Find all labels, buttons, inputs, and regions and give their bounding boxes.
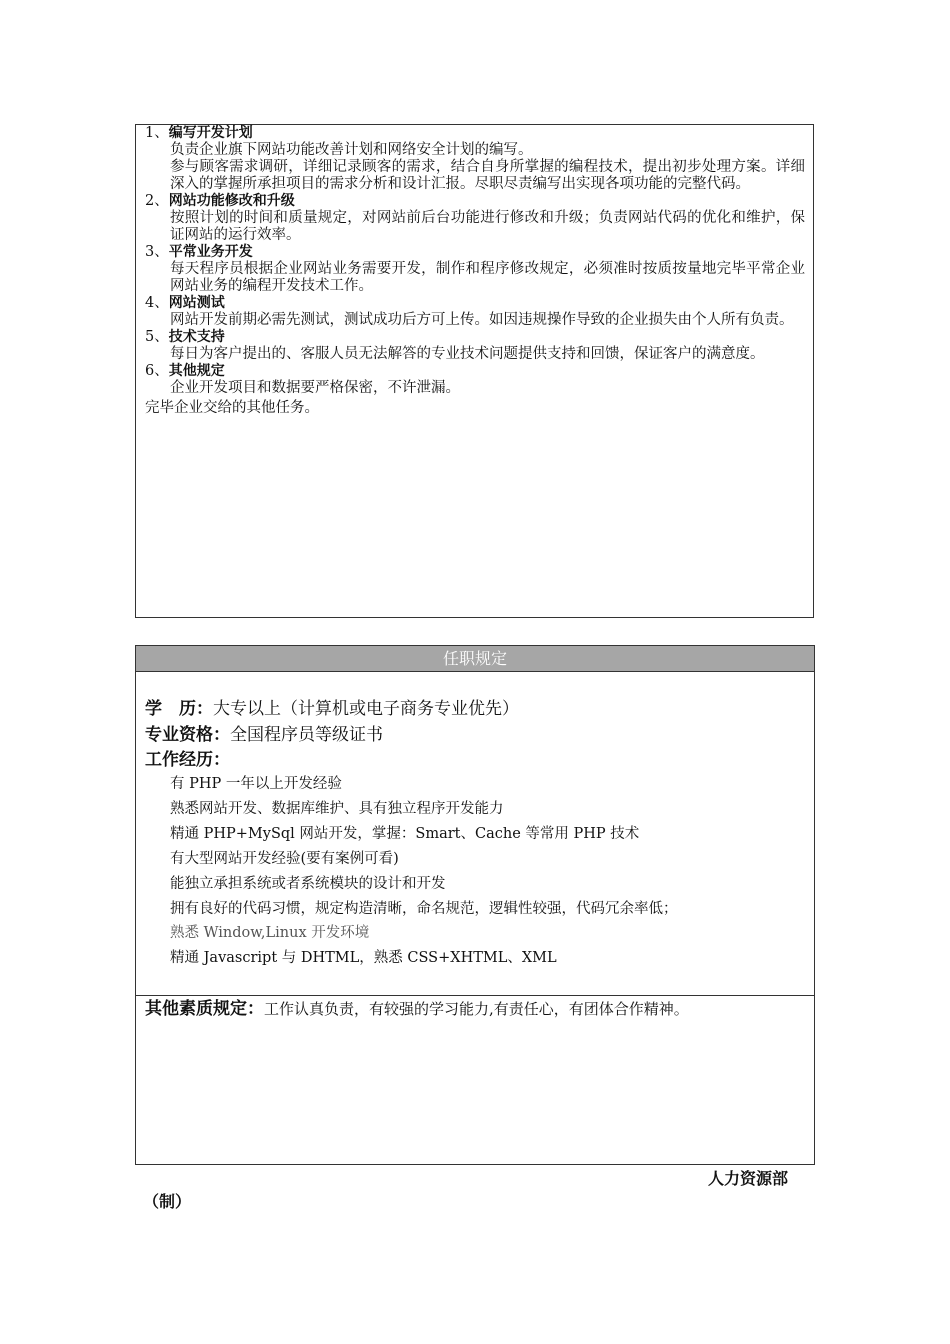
duty-text: 每天程序员根据企业网站业务需要开发，制作和程序修改规定，必须准时按质按量地完毕平常企业网站业务的编程开发技术工作。	[170, 261, 805, 294]
experience-item: 能独立承担系统或者系统模块的设计和开发	[170, 876, 446, 892]
job-duties-box	[135, 124, 814, 618]
experience-label: 工作经历：	[145, 750, 230, 770]
duty-text: 参与顾客需求调研，详细记录顾客的需求，结合自身所掌握的编程技术，提出初步处理方案。详细深入的掌握所承担项目的需求分析和设计汇报。尽职尽责编写出实现各项功能的完整代码。	[170, 159, 805, 192]
requirements-content	[136, 672, 814, 1019]
other-qualities-value-tail: 有责任心，有团体合作精神。	[493, 1000, 689, 1018]
requirements-table	[135, 645, 815, 1165]
qualification-value: 全国程序员等级证书	[230, 725, 383, 745]
experience-item: 熟悉 Window,Linux 开发环境	[170, 925, 370, 941]
duty-title: 网站测试	[168, 295, 225, 311]
experience-item: 有 PHP 一年以上开发经验	[170, 776, 342, 792]
other-qualities-row	[145, 998, 689, 1020]
duty-item	[145, 193, 805, 244]
duty-heading	[145, 244, 805, 261]
duty-text: 按照计划的时间和质量规定，对网站前后台功能进行修改和升级；负责网站代码的优化和维护，保证网站的运行效率。	[170, 210, 805, 243]
duty-number: 3、	[145, 244, 169, 260]
duty-text: 网站开发前期必需先测试，测试成功后方可上传。如因违规操作导致的企业损失由个人所有负责。	[170, 312, 794, 328]
duty-item	[145, 244, 805, 295]
duty-number: 1、	[145, 125, 169, 141]
duty-text: 企业开发项目和数据要严格保密，不许泄漏。	[170, 380, 460, 396]
department-signature: 人力资源部	[708, 1169, 789, 1188]
duty-heading	[145, 193, 805, 210]
experience-item: 拥有良好的代码习惯，规定构造清晰，命名规范，逻辑性较强，代码冗余率低；	[170, 901, 678, 917]
duty-title: 网站功能修改和升级	[168, 193, 295, 209]
other-qualities-label: 其他素质规定：	[145, 999, 264, 1019]
duty-text: 每日为客户提出的、客服人员无法解答的专业技术问题提供支持和回馈，保证客户的满意度。	[170, 346, 765, 362]
experience-item: 精通 Javascript 与 DHTML，熟悉 CSS+XHTML、XML	[170, 950, 557, 966]
education-label: 学 历：	[145, 699, 213, 719]
duty-item	[145, 295, 805, 329]
duty-tail-text: 完毕企业交给的其他任务。	[145, 400, 319, 416]
duty-title: 编写开发计划	[168, 125, 253, 141]
duty-title: 技术支持	[168, 329, 225, 345]
duty-item	[145, 125, 805, 193]
duty-heading	[145, 363, 805, 380]
duty-text: 负责企业旗下网站功能改善计划和网络安全计划的编写。	[170, 142, 533, 158]
qualification-label: 专业资格：	[145, 725, 230, 745]
duty-heading	[145, 329, 805, 346]
experience-row	[145, 749, 230, 771]
duty-number: 2、	[145, 193, 169, 209]
duty-title: 其他规定	[168, 363, 225, 379]
experience-item: 精通 PHP+MySql 网站开发，掌握：Smart、Cache 等常用 PHP 技术	[170, 826, 640, 842]
duty-item	[145, 363, 805, 397]
duty-number: 4、	[145, 295, 169, 311]
duty-item	[145, 329, 805, 363]
qualification-row	[145, 724, 383, 746]
requirements-title: 任职规定	[136, 646, 814, 672]
education-value: 大专以上（计算机或电子商务专业优先）	[213, 699, 519, 719]
other-qualities-value: 工作认真负责，有较强的学习能力,	[264, 1000, 494, 1018]
duty-number: 6、	[145, 363, 169, 379]
experience-item: 熟悉网站开发、数据库维护、具有独立程序开发能力	[170, 801, 504, 817]
duty-number: 5、	[145, 329, 169, 345]
duty-heading	[145, 295, 805, 312]
experience-item: 有大型网站开发经验(要有案例可看)	[170, 851, 399, 867]
education-row	[145, 698, 519, 720]
duty-title: 平常业务开发	[168, 244, 253, 260]
duty-heading	[145, 125, 805, 142]
made-by-note: （制）	[143, 1192, 192, 1211]
